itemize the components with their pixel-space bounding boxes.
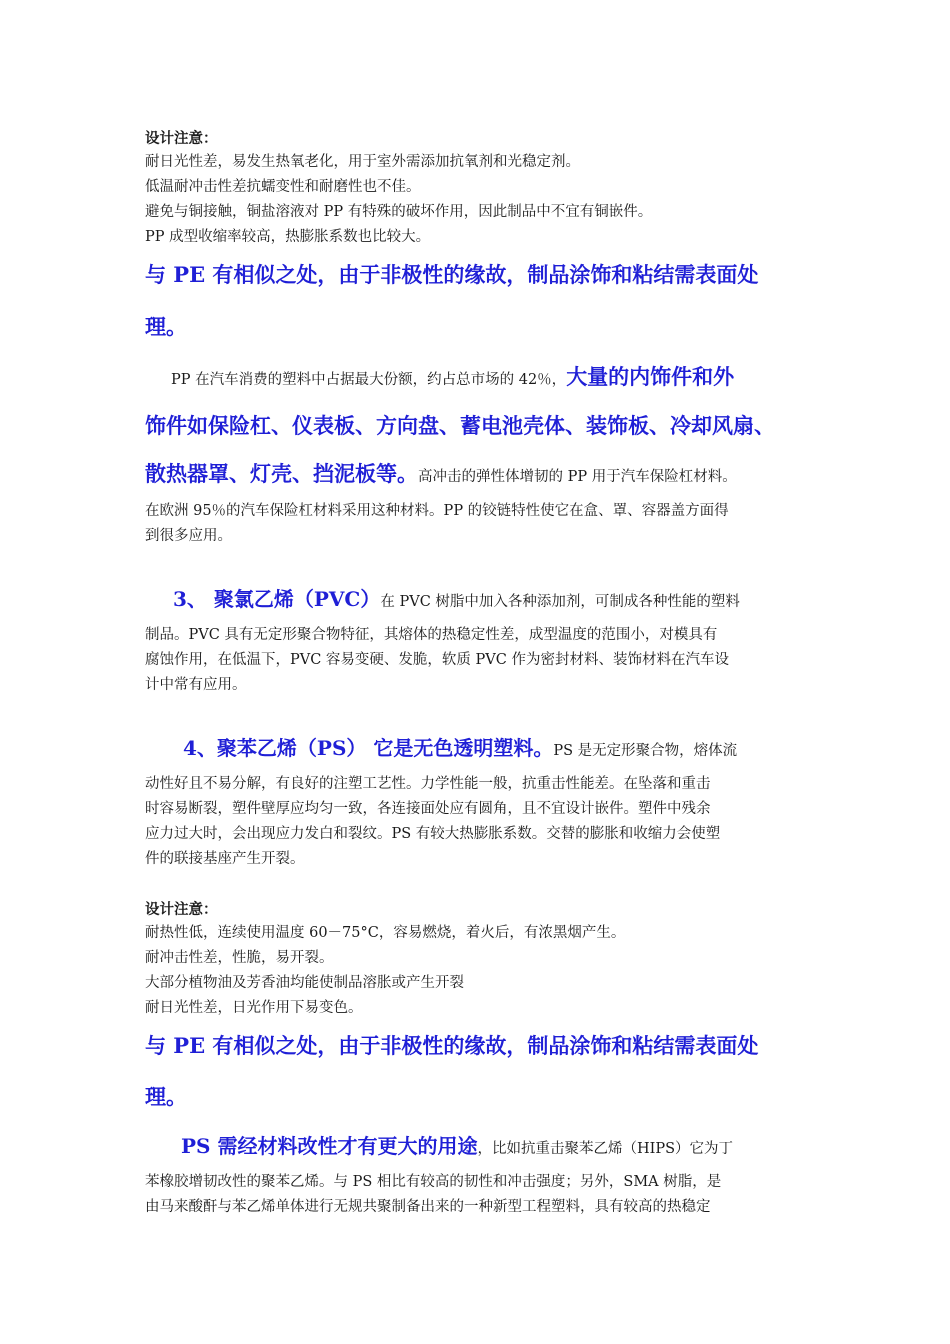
ps-mod-line-1 — [145, 1131, 733, 1163]
pvc-line-3: 腐蚀作用，在低温下，PVC 容易变硬、发脆，软质 PVC 作为密封材料、装饰材料在汽车设 — [145, 652, 729, 668]
pvc-line-2: 制品。PVC 具有无定形聚合物特征，其熔体的热稳定性差，成型温度的范围小，对模具有 — [145, 627, 718, 643]
ps-mod-line-1-text: ，比如抗重击聚苯乙烯（HIPS）它为丁 — [477, 1141, 734, 1157]
ps-notes-title: 设计注意： — [145, 901, 218, 918]
ps-note-line-1: 耐热性低，连续使用温度 60－75°C，容易燃烧，着火后，有浓黑烟产生。 — [145, 925, 626, 941]
pp-auto-line-2: 饰件如保险杠、仪表板、方向盘、蓄电池壳体、装饰板、冷却风扇、 — [145, 413, 775, 438]
ps-line-1 — [145, 733, 737, 765]
ps-note-line-4: 耐日光性差，日光作用下易变色。 — [145, 1000, 363, 1016]
ps-highlight-line-1: 与 PE 有相似之处，由于非极性的缘故，制品涂饰和粘结需表面处 — [145, 1033, 759, 1058]
ps-note-line-2: 耐冲击性差，性脆，易开裂。 — [145, 950, 334, 966]
ps-line-2: 动性好且不易分解，有良好的注塑工艺性。力学性能一般，抗重击性能差。在坠落和重击 — [145, 776, 711, 792]
pp-notes-title: 设计注意： — [145, 130, 218, 147]
pvc-heading: 3、 聚氯乙烯（PVC） — [173, 587, 381, 611]
pp-note-line-1: 耐日光性差，易发生热氧老化，用于室外需添加抗氧剂和光稳定剂。 — [145, 154, 580, 170]
pp-auto-line-5: 到很多应用。 — [145, 528, 232, 544]
pvc-line-4: 计中常有应用。 — [145, 677, 247, 693]
pvc-line-1 — [145, 584, 740, 616]
ps-line-1-text: PS 是无定形聚合物，熔体流 — [553, 743, 738, 759]
pp-auto-line-1 — [145, 362, 734, 394]
ps-mod-line-2: 苯橡胶增韧改性的聚苯乙烯。与 PS 相比有较高的韧性和冲击强度；另外，SMA 树脂，是 — [145, 1174, 722, 1190]
pp-auto-line-3-highlight: 散热器罩、灯壳、挡泥板等。 — [145, 461, 418, 486]
pp-highlight-line-1: 与 PE 有相似之处，由于非极性的缘故，制品涂饰和粘结需表面处 — [145, 262, 759, 287]
pp-note-line-3: 避免与铜接触，铜盐溶液对 PP 有特殊的破坏作用，因此制品中不宜有铜嵌件。 — [145, 204, 653, 220]
pp-auto-line-4: 在欧洲 95％的汽车保险杠材料采用这种材料。PP 的铰链特性使它在盒、罩、容器盖方面得 — [145, 503, 729, 519]
ps-note-line-3: 大部分植物油及芳香油均能使制品溶胀或产生开裂 — [145, 975, 464, 991]
pp-auto-line-3 — [145, 459, 737, 491]
ps-heading: 4、聚苯乙烯（PS） 它是无色透明塑料。 — [183, 736, 554, 760]
ps-line-4: 应力过大时，会出现应力发白和裂纹。PS 有较大热膨胀系数。交替的膨胀和收缩力会使塑 — [145, 826, 721, 842]
pp-note-line-4: PP 成型收缩率较高，热膨胀系数也比较大。 — [145, 229, 431, 245]
pp-highlight-line-2: 理。 — [145, 314, 187, 339]
pp-auto-line-3-text: 高冲击的弹性体增韧的 PP 用于汽车保险杠材料。 — [418, 469, 737, 485]
ps-mod-line-3: 由马来酸酐与苯乙烯单体进行无规共聚制备出来的一种新型工程塑料，具有较高的热稳定 — [145, 1199, 711, 1215]
pvc-line-1-text: 在 PVC 树脂中加入各种添加剂，可制成各种性能的塑料 — [380, 594, 740, 610]
pp-note-line-2: 低温耐冲击性差抗蠕变性和耐磨性也不佳。 — [145, 179, 421, 195]
ps-line-3: 时容易断裂，塑件壁厚应均匀一致，各连接面处应有圆角，且不宜设计嵌件。塑件中残余 — [145, 801, 711, 817]
pp-auto-line-1-highlight: 大量的内饰件和外 — [566, 364, 735, 389]
pp-auto-line-1-text: PP 在汽车消费的塑料中占据最大份额，约占总市场的 42％， — [171, 372, 567, 388]
ps-line-5: 件的联接基座产生开裂。 — [145, 851, 305, 867]
ps-mod-highlight: PS 需经材料改性才有更大的用途 — [181, 1134, 478, 1158]
ps-highlight-line-2: 理。 — [145, 1084, 187, 1109]
